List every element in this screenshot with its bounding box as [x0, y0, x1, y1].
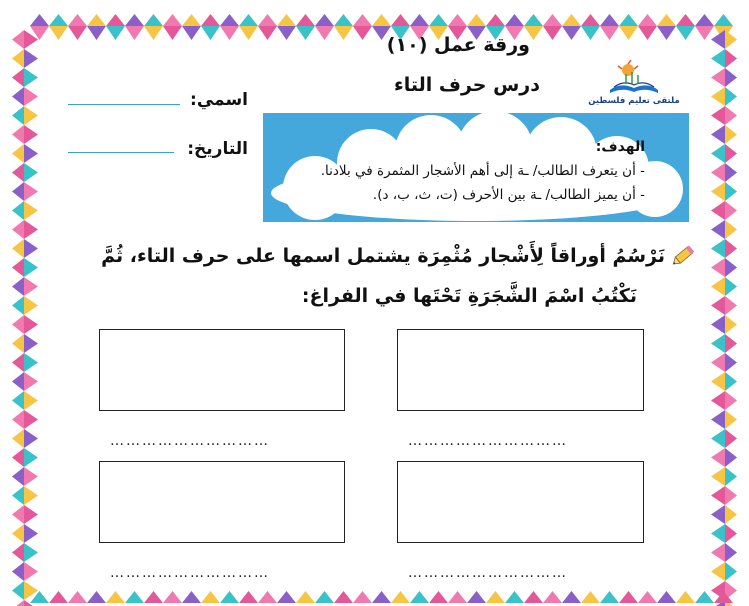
border-triangle: [144, 26, 163, 40]
border-triangle: [24, 106, 38, 125]
border-triangle: [12, 239, 24, 258]
border-triangle: [725, 201, 737, 220]
border-triangle: [296, 26, 315, 40]
site-logo: [588, 60, 680, 106]
border-triangle: [12, 524, 24, 543]
border-triangle: [725, 429, 737, 448]
border-triangle: [711, 296, 725, 315]
border-triangle: [24, 315, 38, 334]
border-triangle: [201, 26, 220, 40]
border-triangle: [429, 14, 448, 26]
border-triangle: [24, 505, 38, 524]
border-triangle: [125, 591, 144, 603]
open-book-icon: [588, 60, 680, 94]
border-triangle: [144, 591, 163, 603]
border-triangle: [24, 144, 38, 163]
border-triangle: [239, 14, 258, 26]
border-triangle: [725, 391, 737, 410]
border-triangle: [24, 543, 38, 562]
border-triangle: [725, 277, 737, 296]
border-triangle: [12, 562, 24, 581]
goal-item-1: - أن يتعرف الطالب/ ـة إلى أهم الأشجار المثمرة في بلادنا.: [320, 163, 645, 179]
border-triangle: [562, 14, 581, 26]
border-triangle: [581, 14, 600, 26]
border-triangle: [24, 220, 38, 239]
border-triangle: [448, 14, 467, 26]
border-triangle: [429, 591, 448, 603]
logo-text: ملتقى تعليم فلسطين: [588, 96, 680, 106]
border-triangle: [24, 524, 38, 543]
border-triangle: [24, 334, 38, 353]
border-triangle: [711, 144, 725, 163]
border-triangle: [258, 591, 277, 603]
border-triangle: [12, 201, 24, 220]
border-triangle: [725, 372, 737, 391]
border-triangle: [711, 448, 725, 467]
border-triangle: [49, 26, 68, 40]
border-triangle: [448, 591, 467, 603]
border-triangle: [12, 144, 24, 163]
border-triangle: [12, 486, 24, 505]
drawing-box-1[interactable]: [397, 329, 644, 411]
border-triangle: [24, 562, 38, 581]
border-triangle: [12, 125, 24, 144]
border-triangle: [711, 391, 725, 410]
border-triangle: [144, 14, 163, 26]
border-triangle: [12, 543, 24, 562]
drawing-box-3[interactable]: [397, 461, 644, 543]
border-triangle: [239, 26, 258, 40]
border-triangle: [725, 30, 737, 49]
border-triangle: [711, 30, 725, 49]
border-triangle: [543, 14, 562, 26]
border-triangle: [24, 410, 38, 429]
border-triangle: [711, 353, 725, 372]
answer-line-1[interactable]: …………………………: [408, 433, 568, 449]
border-triangle: [711, 201, 725, 220]
border-triangle: [12, 505, 24, 524]
border-triangle: [725, 562, 737, 581]
border-triangle: [24, 163, 38, 182]
border-triangle: [657, 14, 676, 26]
border-triangle: [49, 591, 68, 603]
border-triangle: [201, 591, 220, 603]
border-triangle: [24, 448, 38, 467]
border-triangle: [725, 144, 737, 163]
border-triangle: [372, 591, 391, 603]
border-triangle: [711, 334, 725, 353]
border-triangle: [87, 591, 106, 603]
border-triangle: [277, 591, 296, 603]
border-triangle: [725, 315, 737, 334]
border-triangle: [12, 106, 24, 125]
border-triangle: [315, 14, 334, 26]
border-triangle: [657, 591, 676, 603]
border-triangle: [182, 591, 201, 603]
border-triangle: [12, 600, 24, 606]
border-triangle: [725, 448, 737, 467]
border-triangle: [315, 26, 334, 40]
border-triangle: [239, 591, 258, 603]
border-triangle: [543, 26, 562, 40]
border-triangle: [24, 353, 38, 372]
border-triangle: [467, 591, 486, 603]
border-triangle: [24, 201, 38, 220]
border-triangle: [87, 26, 106, 40]
border-triangle: [12, 277, 24, 296]
border-triangle: [486, 14, 505, 26]
border-triangle: [410, 591, 429, 603]
border-triangle: [296, 591, 315, 603]
lesson-title: درس حرف التاء: [394, 74, 540, 96]
date-label: التاريخ:: [187, 139, 248, 159]
border-triangle: [711, 182, 725, 201]
border-triangle: [24, 372, 38, 391]
border-triangle: [24, 49, 38, 68]
goals-heading: الهدف:: [595, 139, 645, 155]
border-triangle: [725, 486, 737, 505]
border-triangle: [581, 591, 600, 603]
border-triangle: [543, 591, 562, 603]
pencil-icon: [670, 242, 698, 268]
border-triangle: [12, 87, 24, 106]
border-triangle: [725, 505, 737, 524]
answer-line-4[interactable]: …………………………: [110, 565, 270, 581]
border-triangle: [12, 30, 24, 49]
border-triangle: [711, 49, 725, 68]
border-triangle: [12, 296, 24, 315]
border-triangle: [725, 524, 737, 543]
border-triangle: [106, 14, 125, 26]
border-triangle: [711, 87, 725, 106]
border-triangle: [106, 591, 125, 603]
border-triangle: [505, 591, 524, 603]
answer-line-2[interactable]: …………………………: [110, 433, 270, 449]
border-triangle: [68, 14, 87, 26]
drawing-box-4[interactable]: [99, 461, 345, 543]
border-triangle: [562, 26, 581, 40]
border-triangle: [353, 14, 372, 26]
border-triangle: [258, 14, 277, 26]
border-triangle: [711, 258, 725, 277]
border-triangle: [711, 505, 725, 524]
border-triangle: [725, 467, 737, 486]
border-triangle: [12, 391, 24, 410]
border-triangle: [24, 68, 38, 87]
border-triangle: [12, 353, 24, 372]
border-triangle: [277, 14, 296, 26]
border-triangle: [12, 163, 24, 182]
border-triangle: [657, 26, 676, 40]
border-triangle: [201, 14, 220, 26]
border-triangle: [725, 182, 737, 201]
border-triangle: [711, 163, 725, 182]
border-triangle: [12, 429, 24, 448]
border-triangle: [277, 26, 296, 40]
goals-panel: [263, 113, 689, 222]
border-triangle: [30, 14, 49, 26]
border-triangle: [711, 68, 725, 87]
border-triangle: [24, 239, 38, 258]
border-triangle: [725, 49, 737, 68]
border-triangle: [524, 591, 543, 603]
border-triangle: [106, 26, 125, 40]
border-triangle: [638, 591, 657, 603]
border-triangle: [600, 14, 619, 26]
border-triangle: [711, 106, 725, 125]
border-triangle: [49, 14, 68, 26]
border-triangle: [711, 239, 725, 258]
border-triangle: [163, 26, 182, 40]
border-triangle: [12, 182, 24, 201]
border-triangle: [725, 410, 737, 429]
border-triangle: [12, 581, 24, 600]
border-triangle: [182, 26, 201, 40]
border-triangle: [725, 87, 737, 106]
border-triangle: [24, 182, 38, 201]
answer-line-3[interactable]: …………………………: [408, 565, 568, 581]
border-triangle: [12, 334, 24, 353]
border-triangle: [372, 14, 391, 26]
border-triangle: [12, 315, 24, 334]
border-triangle: [695, 26, 714, 40]
border-triangle: [220, 26, 239, 40]
border-triangle: [725, 239, 737, 258]
border-triangle: [695, 591, 714, 603]
border-triangle: [725, 68, 737, 87]
border-triangle: [24, 258, 38, 277]
border-triangle: [125, 26, 144, 40]
border-triangle: [581, 26, 600, 40]
border-triangle: [24, 429, 38, 448]
drawing-box-2[interactable]: [99, 329, 345, 411]
border-triangle: [12, 258, 24, 277]
border-triangle: [711, 125, 725, 144]
border-triangle: [24, 391, 38, 410]
border-triangle: [68, 26, 87, 40]
border-triangle: [619, 26, 638, 40]
border-triangle: [12, 467, 24, 486]
border-triangle: [725, 353, 737, 372]
border-triangle: [562, 591, 581, 603]
border-triangle: [125, 14, 144, 26]
border-triangle: [725, 258, 737, 277]
border-triangle: [163, 591, 182, 603]
border-triangle: [711, 410, 725, 429]
border-triangle: [711, 486, 725, 505]
instruction-line-1: نَرْسُمُ أوراقاً لِأَشْجار مُثْمِرَة يشتمل اسمها على حرف التاء، ثُمَّ: [101, 245, 665, 267]
border-triangle: [24, 467, 38, 486]
name-label: اسمي:: [190, 90, 248, 110]
border-triangle: [524, 14, 543, 26]
border-triangle: [505, 14, 524, 26]
border-triangle: [12, 220, 24, 239]
border-triangle: [676, 591, 695, 603]
border-triangle: [24, 87, 38, 106]
border-triangle: [334, 591, 353, 603]
border-triangle: [638, 26, 657, 40]
border-triangle: [725, 125, 737, 144]
goal-item-2: - أن يميز الطالب/ ـة بين الأحرف (ت، ث، ب، د).: [372, 187, 645, 203]
border-triangle: [619, 14, 638, 26]
border-triangle: [600, 591, 619, 603]
border-triangle: [353, 26, 372, 40]
border-triangle: [711, 467, 725, 486]
border-triangle: [711, 220, 725, 239]
border-triangle: [725, 296, 737, 315]
border-triangle: [315, 591, 334, 603]
border-triangle: [467, 14, 486, 26]
border-triangle: [68, 591, 87, 603]
border-triangle: [676, 14, 695, 26]
border-triangle: [258, 26, 277, 40]
border-triangle: [24, 277, 38, 296]
border-triangle: [182, 14, 201, 26]
border-triangle: [12, 410, 24, 429]
border-triangle: [711, 429, 725, 448]
worksheet-title: ورقة عمل (١٠): [386, 34, 530, 56]
border-triangle: [711, 277, 725, 296]
border-triangle: [600, 26, 619, 40]
border-triangle: [619, 591, 638, 603]
border-triangle: [725, 334, 737, 353]
border-triangle: [725, 163, 737, 182]
border-triangle: [12, 68, 24, 87]
border-triangle: [24, 125, 38, 144]
border-triangle: [638, 14, 657, 26]
border-triangle: [725, 106, 737, 125]
border-triangle: [714, 14, 733, 26]
border-triangle: [711, 543, 725, 562]
border-triangle: [725, 543, 737, 562]
border-triangle: [334, 26, 353, 40]
border-triangle: [391, 591, 410, 603]
instruction-line-2: نَكْتُبُ اسْمَ الشَّجَرَةِ تَحْتَها في الفراغ:: [301, 285, 637, 307]
border-triangle: [711, 315, 725, 334]
border-triangle: [12, 372, 24, 391]
border-triangle: [12, 448, 24, 467]
border-triangle: [410, 14, 429, 26]
border-triangle: [486, 591, 505, 603]
date-field[interactable]: [68, 152, 174, 153]
border-triangle: [24, 486, 38, 505]
border-triangle: [711, 372, 725, 391]
border-triangle: [695, 14, 714, 26]
border-triangle: [725, 220, 737, 239]
name-field[interactable]: [68, 104, 180, 105]
border-triangle: [296, 14, 315, 26]
border-triangle: [12, 49, 24, 68]
border-triangle: [711, 524, 725, 543]
border-triangle: [676, 26, 695, 40]
border-triangle: [391, 14, 410, 26]
border-triangle: [220, 591, 239, 603]
border-triangle: [353, 591, 372, 603]
border-triangle: [334, 14, 353, 26]
border-triangle: [87, 14, 106, 26]
border-triangle: [220, 14, 239, 26]
border-triangle: [163, 14, 182, 26]
border-triangle: [711, 562, 725, 581]
border-triangle: [24, 296, 38, 315]
